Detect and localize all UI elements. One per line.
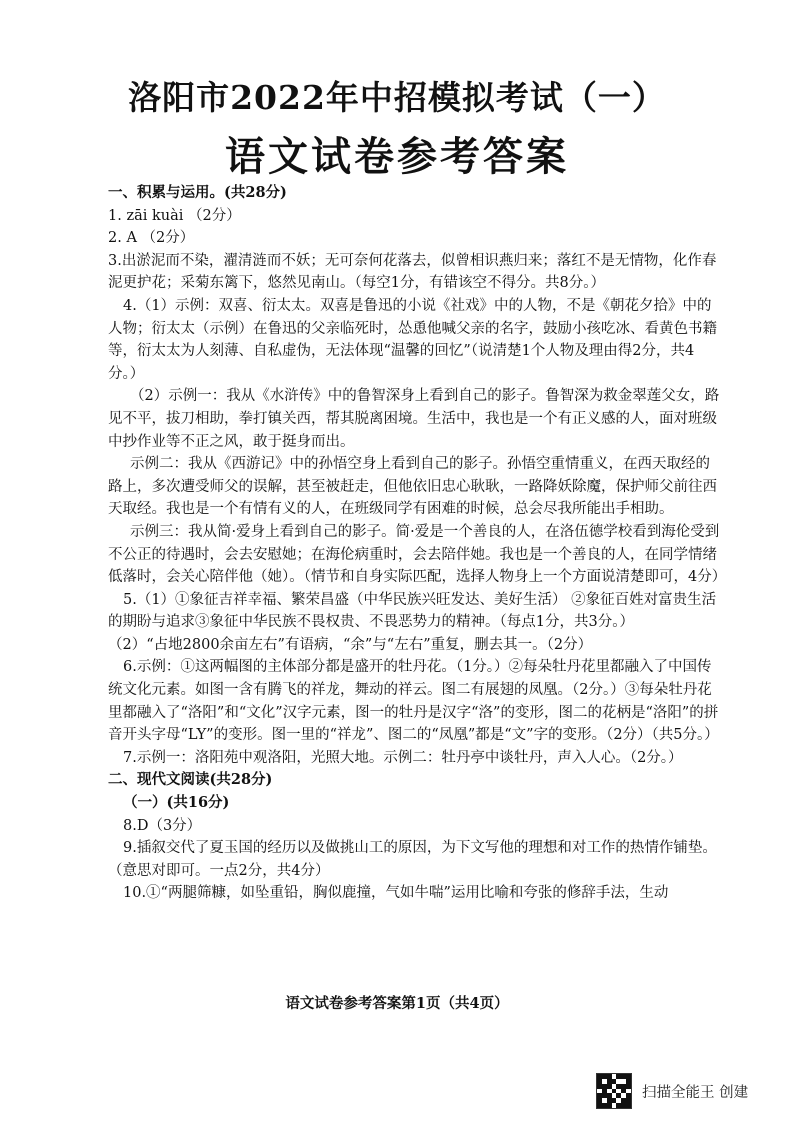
answer-q1: 1. zāi kuài （2分） (108, 207, 241, 224)
section-heading-1: 一、积累与运用。(共28分) (108, 184, 287, 201)
qr-code-icon (596, 1073, 632, 1109)
answer-q4-1: 4.（1）示例：双喜、衍太太。双喜是鲁迅的小说《社戏》中的人物，不是《朝花夕拾》中的人物；衍太太（示例）在鲁迅的父亲临死时，怂恿他喊父亲的名字，鼓励小孩吃冰、看黄色书籍等，衍太太为人刻薄、自私虚伪，无法体现“温馨的回忆”（说清楚1个人物及理由得2分，共4分。） (108, 297, 717, 382)
scanner-label: 扫描全能王 创建 (642, 1084, 749, 1101)
answer-q8: 8.D（3分） (123, 817, 202, 834)
answer-q4-2-example2: 示例二：我从《西游记》中的孙悟空身上看到自己的影子。孙悟空重情重义，在西天取经的路上，多次遭受师父的误解，甚至被赶走，但他依旧忠心耿耿，一路降妖除魔，保护师父前往西天取经。我也是一个有情有义的人，在班级同学有困难的时候，总会尽我所能出手相助。 (108, 456, 717, 518)
scanner-watermark (596, 1073, 748, 1109)
answer-q9: 9.插叙交代了夏玉国的经历以及做挑山工的原因，为下文写他的理想和对工作的热情作铺垫。（意思对即可。一点2分，共4分） (108, 840, 717, 879)
answer-q4-2-example1: （2）示例一：我从《水浒传》中的鲁智深身上看到自己的影子。鲁智深为救金翠莲父女，路见不平，拔刀相助，拳打镇关西，帮其脱离困境。生活中，我也是一个有正义感的人，面对班级中抄作业等不正之风，敢于挺身而出。 (108, 388, 720, 450)
answer-q5-1: 5.（1）①象征吉祥幸福、繁荣昌盛（中华民族兴旺发达、美好生活） ②象征百姓对富贵生活的期盼与追求③象征中华民族不畏权贵、不畏恶势力的精神。（每点1分，共3分。） (108, 591, 717, 631)
answer-q2: 2. A （2分） (108, 230, 195, 247)
subsection-heading-1: （一）(共16分) (123, 794, 230, 812)
page-footer: 语文试卷参考答案第1页（共4页） (285, 995, 509, 1012)
answer-q10: 10.①“两腿筛糠，如坠重铅，胸似鹿撞，气如牛喘”运用比喻和夸张的修辞手法，生动 (123, 885, 669, 902)
answer-q6: 6.示例：①这两幅图的主体部分都是盛开的牡丹花。（1分。）②每朵牡丹花里都融入了中国传统文化元素。如图一含有腾飞的祥龙，舞动的祥云。图二有展翅的凤凰。（2分。）③每朵牡丹花里都融入了“洛阳”和“文化”汉字元素，图一的牡丹是汉字“洛”的变形，图二的花柄是“洛阳”的拼音开头字母“LY”的变形。图一里的“祥龙”、图二的“凤凰”都是“文”字的变形。（2分）（共5分。） (108, 659, 719, 744)
section-heading-2: 二、现代文阅读(共28分) (108, 771, 273, 789)
answer-body (108, 182, 727, 905)
answer-q4-2-example3: 示例三：我从简·爱身上看到自己的影子。简·爱是一个善良的人，在洛伍德学校看到海伦受到不公正的待遇时，会去安慰她；在海伦病重时，会去陪伴她。我也是一个善良的人，在同学情绪低落时，会关心陪伴他（她）。（情节和自身实际匹配，选择人物身上一个方面说清楚即可，4分） (108, 523, 727, 586)
answer-key-title: 语文试卷参考答案 (225, 133, 569, 180)
answer-q7: 7.示例一：洛阳苑中观洛阳，光照大地。示例二：牡丹亭中谈牡丹，声入人心。（2分。） (123, 749, 683, 766)
answer-q3: 3.出淤泥而不染，濯清涟而不妖；无可奈何花落去，似曾相识燕归来；落红不是无情物，化作春泥更护花；采菊东篱下，悠然见南山。（每空1分，有错该空不得分。共8分。） (108, 252, 717, 292)
exam-title: 洛阳市2022年中招模拟考试（一） (128, 78, 666, 117)
answer-q5-2: （2）“占地2800余亩左右”有语病，“余”与“左右”重复，删去其一。（2分） (108, 636, 593, 653)
